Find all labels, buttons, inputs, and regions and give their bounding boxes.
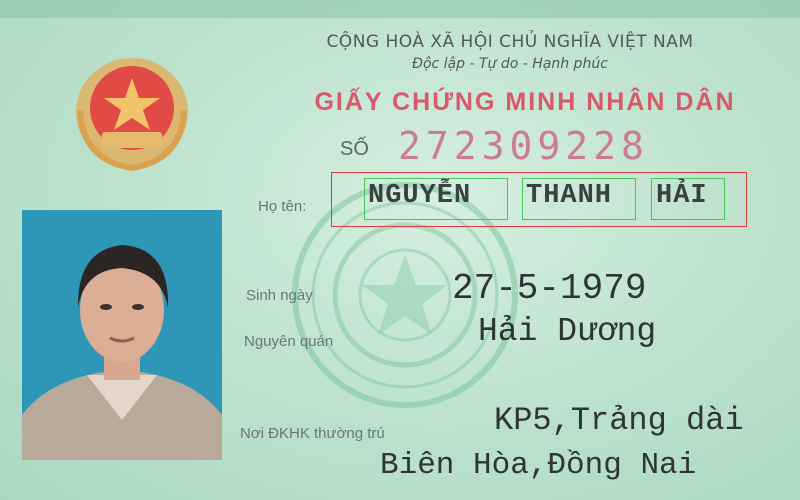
portrait-photo — [22, 210, 222, 460]
dob-label: Sinh ngày — [246, 287, 313, 304]
origin-label: Nguyên quán — [244, 333, 334, 350]
top-strip — [0, 0, 800, 18]
dob-value: 27-5-1979 — [452, 268, 647, 309]
origin-value: Hải Dương — [478, 313, 657, 350]
name-word-1: NGUYỄN — [368, 181, 472, 211]
republic-heading: CỘNG HOÀ XÃ HỘI CHỦ NGHĨA VIỆT NAM — [326, 32, 694, 52]
motto: Độc lập - Tự do - Hạnh phúc — [412, 56, 608, 72]
residence-line-2: Biên Hòa,Đồng Nai — [380, 448, 697, 483]
id-number-label: SỐ — [340, 138, 369, 160]
card-title: GIẤY CHỨNG MINH NHÂN DÂN — [314, 88, 736, 116]
name-word-2: THANH — [526, 181, 613, 211]
id-number: 272309228 — [398, 124, 649, 168]
residence-label: Nơi ĐKHK thường trú — [240, 425, 385, 442]
name-word-3: HẢI — [656, 181, 708, 211]
national-emblem-icon — [62, 50, 202, 180]
name-label: Họ tên: — [258, 198, 307, 215]
residence-line-1: KP5,Trảng dài — [494, 402, 744, 439]
